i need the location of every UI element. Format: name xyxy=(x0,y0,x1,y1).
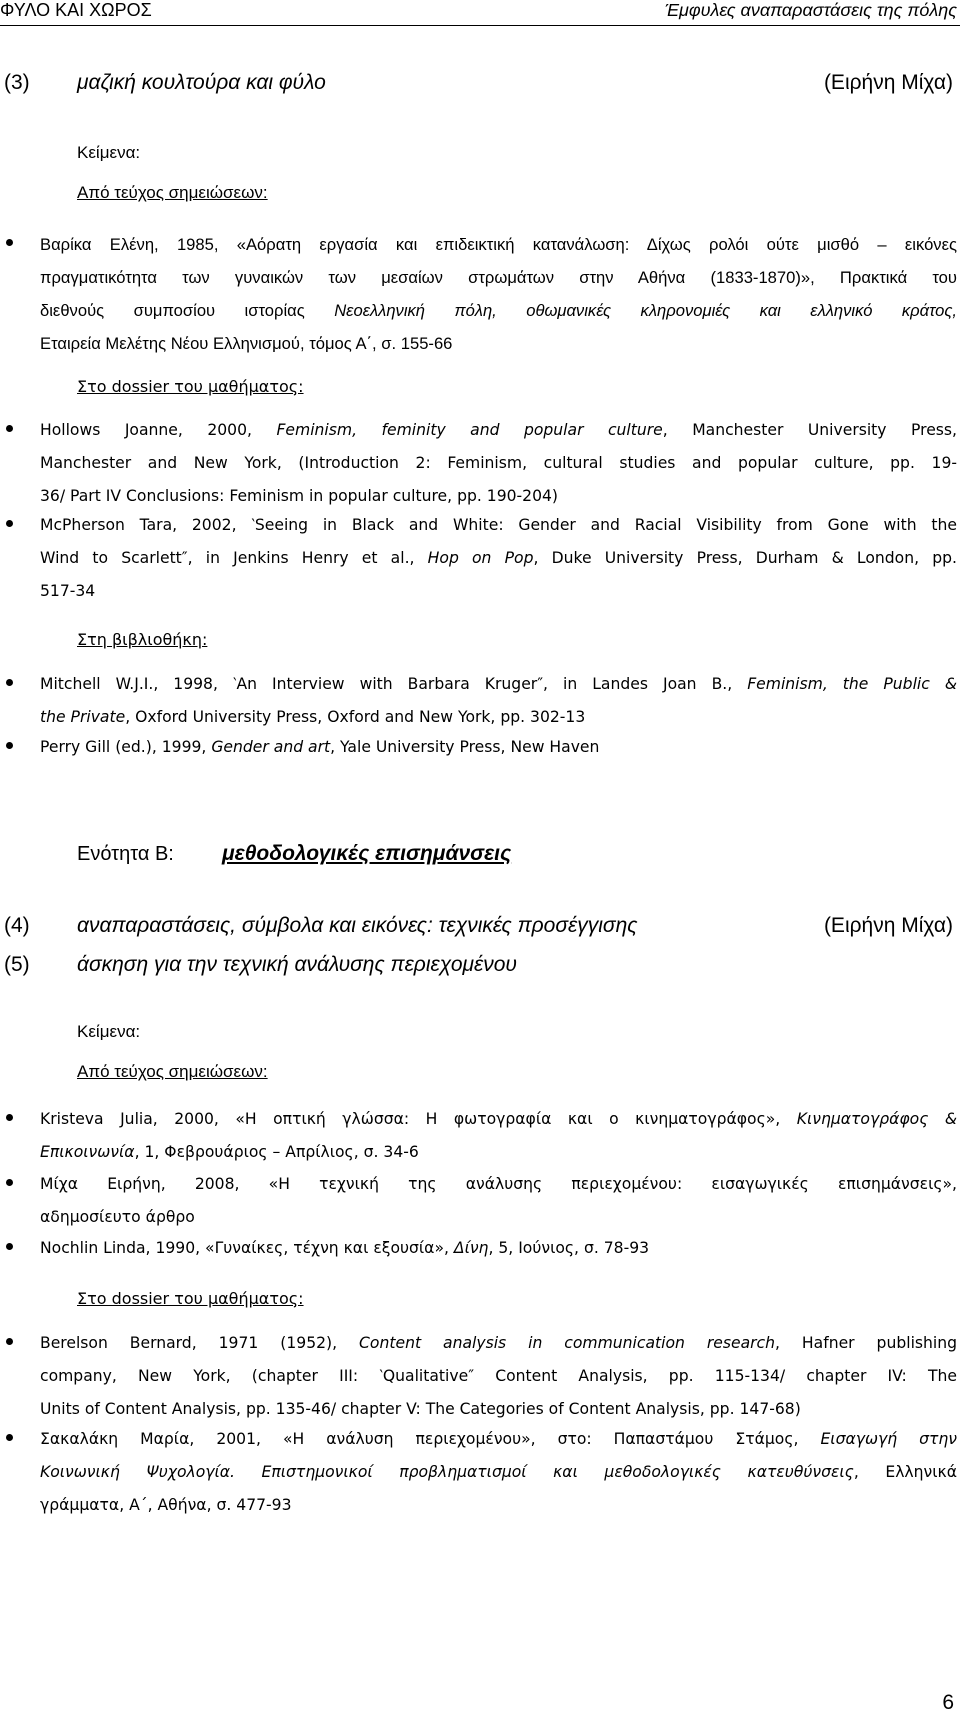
bullet-icon xyxy=(6,425,13,432)
bib-line: 517-34 xyxy=(40,582,96,600)
bib-line: 36/ Part IV Conclusions: Feminism in popular culture, pp. 190-204) xyxy=(40,487,559,505)
bullet-icon xyxy=(6,1434,13,1441)
bib-line: αδημοσίευτο άρθρο xyxy=(40,1208,195,1226)
bib-line: πραγματικότητα των γυναικών των μεσαίων στρωμάτων στην Αθήνα (1833-1870)», Πρακτικά του xyxy=(40,268,957,287)
section5-dossier-label: Στο dossier του μαθήματος: xyxy=(77,1289,304,1308)
bib-entry-sakalaki xyxy=(40,1423,957,1522)
bib-entry-kristeva xyxy=(40,1103,957,1169)
header-left: ΦΥΛΟ ΚΑΙ ΧΩΡΟΣ xyxy=(0,0,152,20)
bib-line: the Private, Oxford University Press, Oxford and New York, pp. 302-13 xyxy=(40,708,586,726)
bib-line: Kristeva Julia, 2000, «Η οπτική γλώσσα: Η φωτογραφία και ο κινηματογράφος», Κινηματογράφος & xyxy=(40,1110,958,1128)
bib-line: Μίχα Ειρήνη, 2008, «Η τεχνική της ανάλυσης περιεχομένου: εισαγωγικές επισημάνσεις», xyxy=(40,1175,957,1193)
section4-author: (Ειρήνη Μίχα) xyxy=(823,914,953,937)
section3-dossier-label: Στο dossier του μαθήματος: xyxy=(77,377,304,396)
bib-line: Units of Content Analysis, pp. 135-46/ chapter V: The Categories of Content Analysis, pp. 147-68) xyxy=(40,1400,801,1418)
section3-library-label: Στη βιβλιοθήκη: xyxy=(77,630,208,649)
bib-line: Wind to Scarlett″, in Jenkins Henry et al., Hop on Pop, Duke University Press, Durham & London, pp. xyxy=(40,549,957,567)
bib-line: Hollows Joanne, 2000, Feminism, feminity and popular culture, Manchester University Press, xyxy=(40,421,958,439)
section3-title: μαζική κουλτούρα και φύλο xyxy=(77,71,326,94)
section5-number: (5) xyxy=(4,953,30,976)
section3-author: (Ειρήνη Μίχα) xyxy=(823,71,953,94)
bib-line: Nochlin Linda, 1990, «Γυναίκες, τέχνη και εξουσία», Δίνη, 5, Ιούνιος, σ. 78-93 xyxy=(40,1239,650,1257)
bib-line: Εταιρεία Μελέτης Νέου Ελληνισμού, τόμος Α΄, σ. 155-66 xyxy=(40,334,453,353)
bib-line: Επικοινωνία, 1, Φεβρουάριος – Απρίλιος, σ. 34-6 xyxy=(40,1143,419,1161)
bullet-icon xyxy=(6,520,13,527)
bib-entry-berelson xyxy=(40,1327,957,1426)
bib-entry-micha xyxy=(40,1168,957,1234)
bib-line: Mitchell W.J.I., 1998, ‵An Interview with Barbara Kruger″, in Landes Joan B., Feminism, the Public & xyxy=(40,675,957,693)
bib-entry-perry xyxy=(40,731,957,764)
page-number: 6 xyxy=(942,1691,954,1714)
section3-texts-label: Κείμενα: xyxy=(77,143,141,162)
header-rule xyxy=(0,25,960,26)
unit-b-label: Ενότητα Β: xyxy=(77,843,174,865)
bib-line: Κοινωνική Ψυχολογία. Επιστημονικοί προβληματισμοί και μεθοδολογικές κατευθύνσεις, Ελληνικά xyxy=(40,1463,957,1481)
bullet-icon xyxy=(6,1243,13,1250)
bib-line: γράμματα, Α΄, Αθήνα, σ. 477-93 xyxy=(40,1496,292,1514)
bullet-icon xyxy=(6,1338,13,1345)
bib-line: Perry Gill (ed.), 1999, Gender and art, Yale University Press, New Haven xyxy=(40,738,600,756)
section5-texts-label: Κείμενα: xyxy=(77,1022,141,1041)
bib-entry-mitchell xyxy=(40,668,957,734)
bib-entry-nochlin xyxy=(40,1232,957,1265)
bib-entry-varika xyxy=(40,228,957,360)
bullet-icon xyxy=(6,679,13,686)
bib-line: διεθνούς συμποσίου ιστορίας Νεοελληνική πόλη, οθωμανικές κληρονομιές και ελληνικό κράτος, xyxy=(40,301,957,320)
bib-line: Σακαλάκη Μαρία, 2001, «Η ανάλυση περιεχομένου», στο: Παπαστάμου Στάμος, Εισαγωγή στην xyxy=(40,1430,957,1448)
section3-notes-label: Από τεύχος σημειώσεων: xyxy=(77,183,268,202)
page-header xyxy=(0,0,960,28)
section5-title: άσκηση για την τεχνική ανάλυσης περιεχομένου xyxy=(77,953,517,976)
bib-entry-mcpherson xyxy=(40,509,957,608)
unit-b-title: μεθοδολογικές επισημάνσεις xyxy=(222,842,512,865)
bib-line: Manchester and New York, (Introduction 2: Feminism, cultural studies and popular culture, pp. 19- xyxy=(40,454,957,472)
bib-line: Berelson Bernard, 1971 (1952), Content analysis in communication research, Hafner publishing xyxy=(40,1334,958,1352)
bullet-icon xyxy=(6,1179,13,1186)
bullet-icon xyxy=(6,239,13,246)
section3-number: (3) xyxy=(4,71,30,94)
section4-number: (4) xyxy=(4,914,30,937)
header-right: Έμφυλες αναπαραστάσεις της πόλης xyxy=(664,0,957,20)
bib-line: McPherson Tara, 2002, ‵Seeing in Black and White: Gender and Racial Visibility from Gone with the xyxy=(40,516,957,534)
bib-line: company, New York, (chapter III: ‵Qualitative″ Content Analysis, pp. 115-134/ chapter IV: The xyxy=(40,1367,957,1385)
bullet-icon xyxy=(6,1114,13,1121)
section4-title: αναπαραστάσεις, σύμβολα και εικόνες: τεχνικές προσέγγισης xyxy=(77,914,638,937)
bullet-icon xyxy=(6,742,13,749)
section5-notes-label: Από τεύχος σημειώσεων: xyxy=(77,1062,268,1081)
bib-line: Βαρίκα Ελένη, 1985, «Αόρατη εργασία και επιδεικτική κατανάλωση: Δίχως ρολόι ούτε μισθό – εικόνες xyxy=(40,235,957,254)
bib-entry-hollows xyxy=(40,414,957,513)
